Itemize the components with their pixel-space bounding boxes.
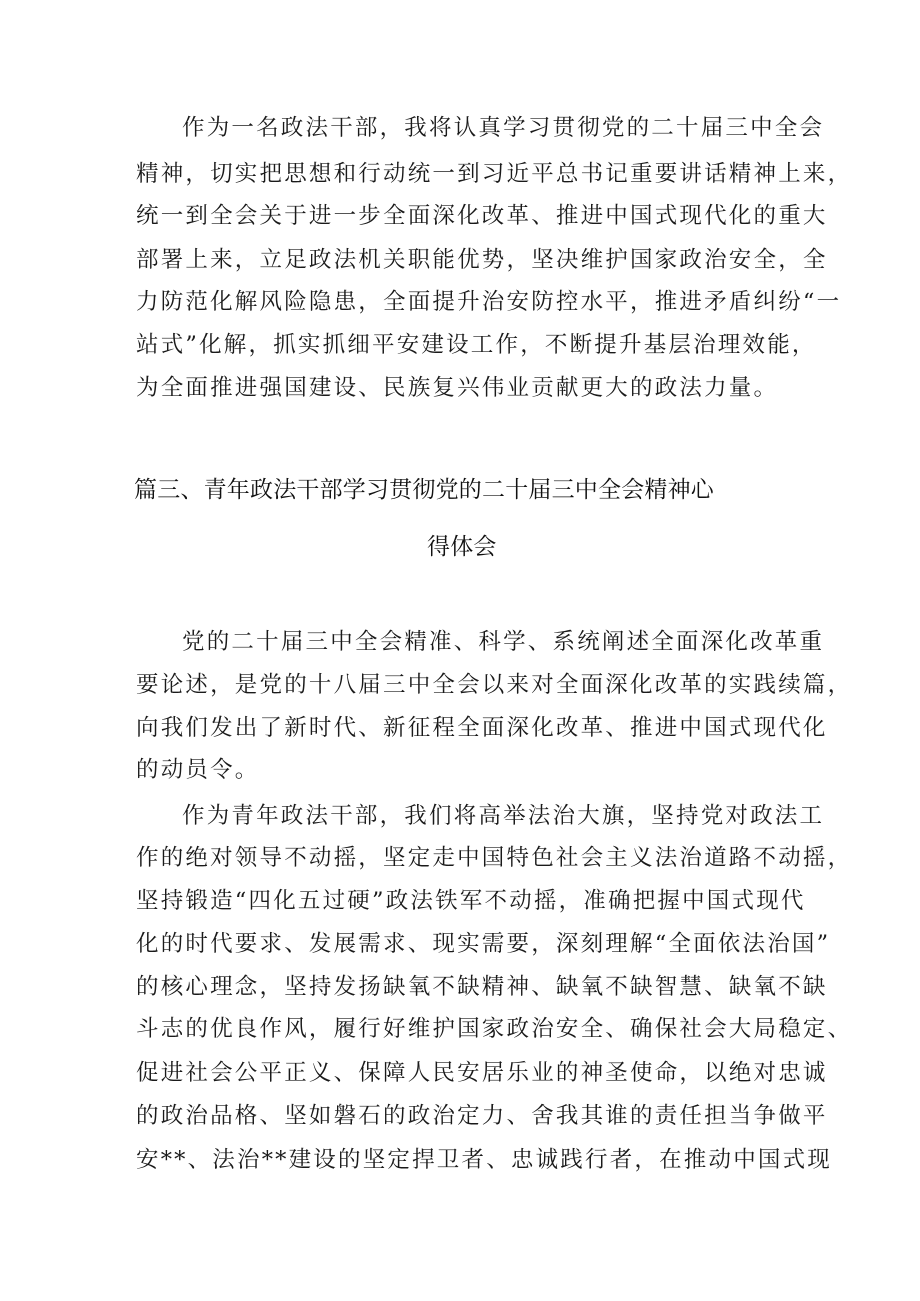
text-line: 向我们发出了新时代、新征程全面深化改革、推进中国式现代化: [136, 715, 828, 741]
text-line: 作的绝对领导不动摇，坚定走中国特色社会主义法治道路不动摇，: [136, 845, 853, 871]
text-line: 统一到全会关于进一步全面深化改革、推进中国式现代化的重大: [136, 203, 828, 229]
text-line: 为全面推进强国建设、民族复兴伟业贡献更大的政法力量。: [136, 375, 779, 401]
text-line: 党的二十届三中全会精准、科学、系统阐述全面深化改革重: [182, 629, 825, 655]
text-line: 部署上来，立足政法机关职能优势，坚决维护国家政治安全，全: [136, 247, 828, 273]
text-line: 的政治品格、坚如磐石的政治定力、舍我其谁的责任担当争做平: [136, 1103, 828, 1129]
text-line: 力防范化解风险隐患，全面提升治安防控水平，推进矛盾纠纷“一: [136, 289, 842, 315]
text-line: 作为一名政法干部，我将认真学习贯彻党的二十届三中全会: [182, 115, 825, 141]
text-line: 作为青年政法干部，我们将高举法治大旗，坚持党对政法工: [182, 803, 825, 829]
text-line: 化的时代要求、发展需求、现实需要，深刻理解“全面依法治国”: [136, 931, 831, 957]
section-heading-continued: 得体会: [427, 534, 497, 560]
text-line: 促进社会公平正义、保障人民安居乐业的神圣使命，以绝对忠诚: [136, 1060, 828, 1086]
text-line: 精神，切实把思想和行动统一到习近平总书记重要讲话精神上来，: [136, 161, 853, 187]
section-heading: 篇三、青年政法干部学习贯彻党的二十届三中全会精神心: [134, 477, 714, 503]
text-line: 斗志的优良作风，履行好维护国家政治安全、确保社会大局稳定、: [136, 1016, 853, 1042]
text-line: 坚持锻造“四化五过硬”政法铁军不动摇，准确把握中国式现代: [136, 888, 806, 914]
text-line: 的动员令。: [136, 757, 260, 783]
text-line: 安**、法治**建设的坚定捍卫者、忠诚践行者，在推动中国式现: [136, 1147, 833, 1173]
text-line: 站式”化解，抓实抓细平安建设工作，不断提升基层治理效能，: [136, 332, 817, 358]
text-line: 要论述，是党的十八届三中全会以来对全面深化改革的实践续篇，: [136, 672, 853, 698]
text-line: 的核心理念，坚持发扬缺氧不缺精神、缺氧不缺智慧、缺氧不缺: [136, 974, 828, 1000]
